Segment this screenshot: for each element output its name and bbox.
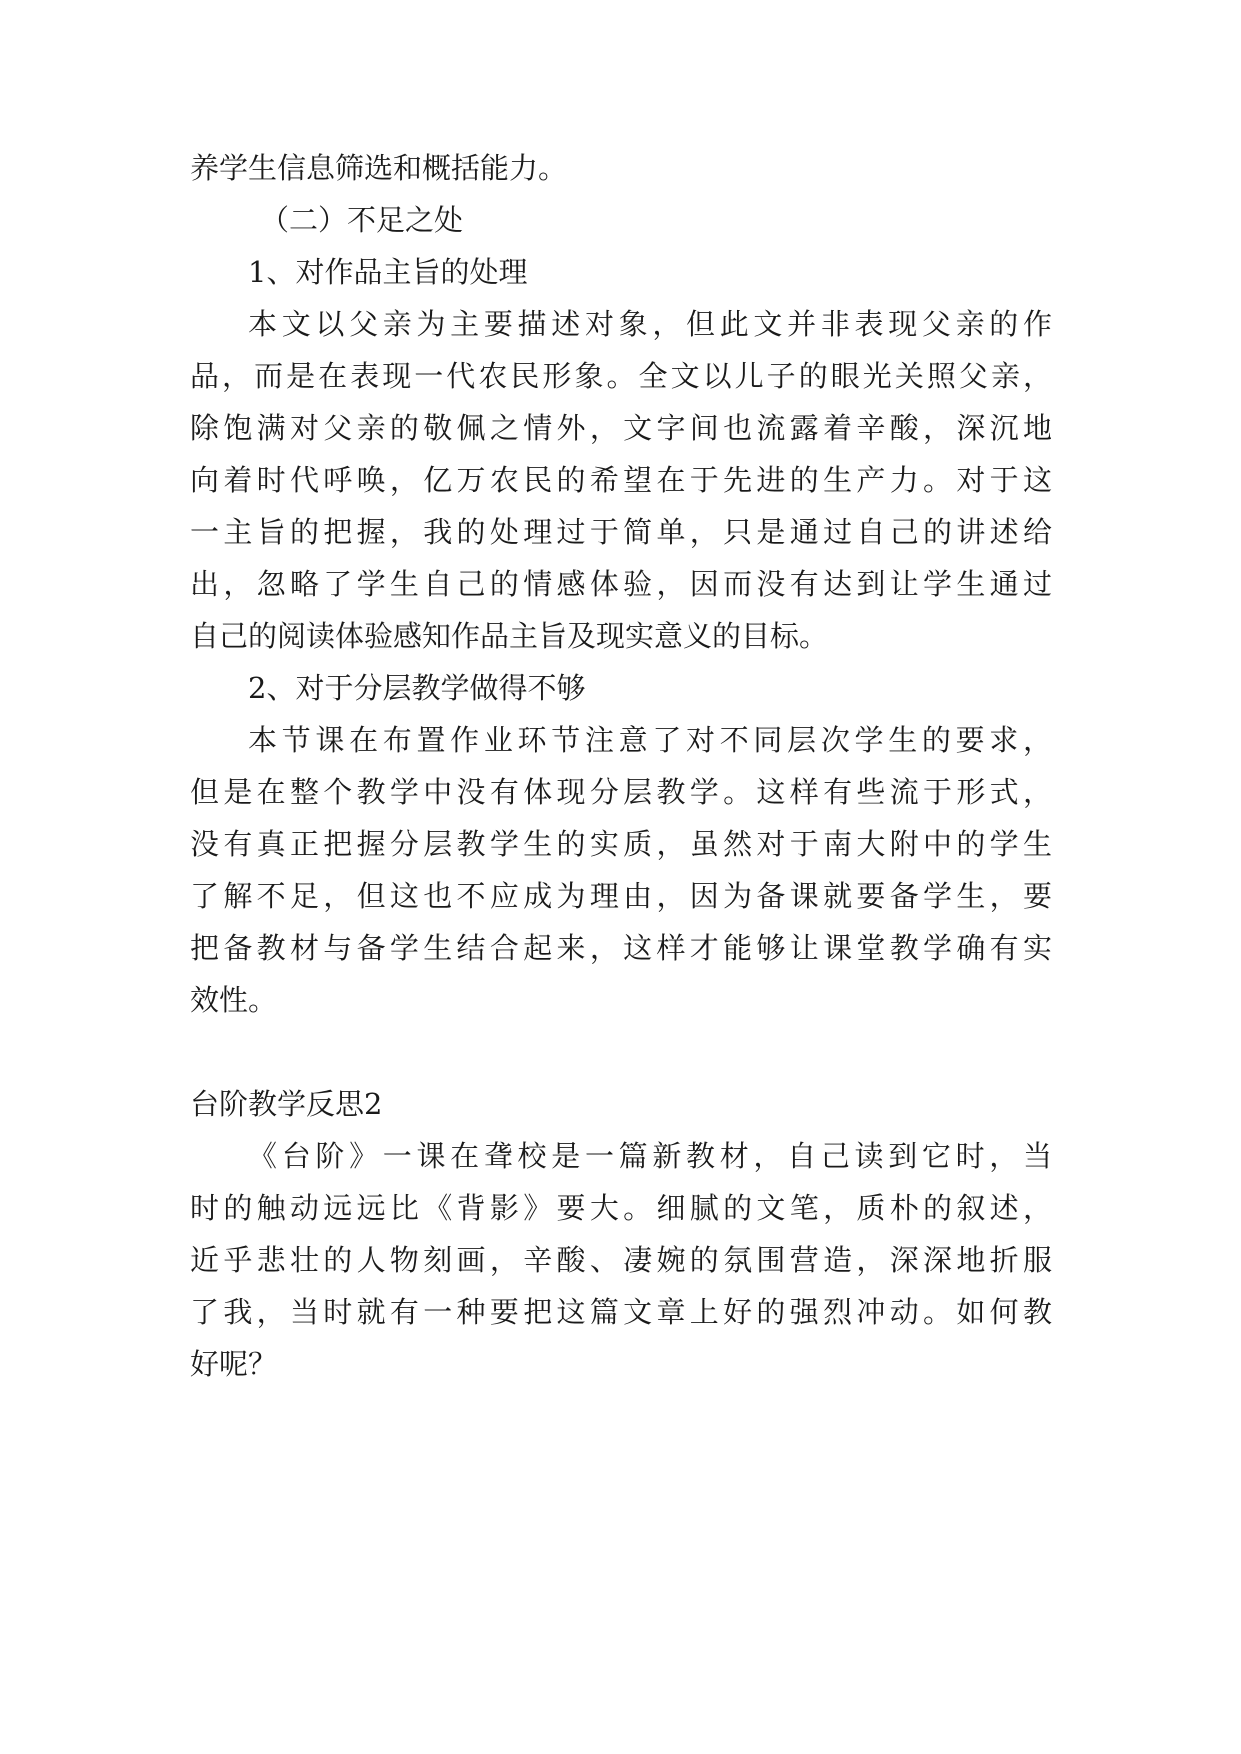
- section-heading: （二）不足之处: [260, 203, 464, 237]
- paragraph-line: 本节课在布置作业环节注意了对不同层次学生的要求，: [248, 723, 1052, 757]
- paragraph-line: 品，而是在表现一代农民形象。全文以儿子的眼光关照父亲，: [190, 359, 1052, 393]
- paragraph-line: 近乎悲壮的人物刻画，辛酸、凄婉的氛围营造，深深地折服: [190, 1243, 1052, 1277]
- paragraph-line: 了我，当时就有一种要把这篇文章上好的强烈冲动。如何教: [190, 1295, 1052, 1329]
- paragraph-line: 好呢？: [190, 1347, 278, 1381]
- paragraph-line: 了解不足，但这也不应成为理由，因为备课就要备学生，要: [190, 879, 1052, 913]
- paragraph-line: 除饱满对父亲的敬佩之情外，文字间也流露着辛酸，深沉地: [190, 411, 1052, 445]
- subsection-heading: 1、对作品主旨的处理: [248, 255, 528, 289]
- paragraph-line: 效性。: [190, 983, 278, 1017]
- paragraph-line: 时的触动远远比《背影》要大。细腻的文笔，质朴的叙述，: [190, 1191, 1052, 1225]
- paragraph-line: 把备教材与备学生结合起来，这样才能够让课堂教学确有实: [190, 931, 1052, 965]
- paragraph-line: 出，忽略了学生自己的情感体验，因而没有达到让学生通过: [190, 567, 1052, 601]
- paragraph-line: 但是在整个教学中没有体现分层教学。这样有些流于形式，: [190, 775, 1052, 809]
- paragraph-line: 向着时代呼唤，亿万农民的希望在于先进的生产力。对于这: [190, 463, 1052, 497]
- subsection-heading: 2、对于分层教学做得不够: [248, 671, 586, 705]
- paragraph-line: 养学生信息筛选和概括能力。: [190, 151, 568, 185]
- paragraph-line: 一主旨的把握，我的处理过于简单，只是通过自己的讲述给: [190, 515, 1052, 549]
- paragraph-line: 本文以父亲为主要描述对象，但此文并非表现父亲的作: [248, 307, 1052, 341]
- paragraph-line: 没有真正把握分层教学生的实质，虽然对于南大附中的学生: [190, 827, 1052, 861]
- paragraph-line: 自己的阅读体验感知作品主旨及现实意义的目标。: [190, 619, 829, 653]
- paragraph-line: 《台阶》一课在聋校是一篇新教材，自己读到它时，当: [248, 1139, 1052, 1173]
- article-title: 台阶教学反思2: [190, 1087, 383, 1121]
